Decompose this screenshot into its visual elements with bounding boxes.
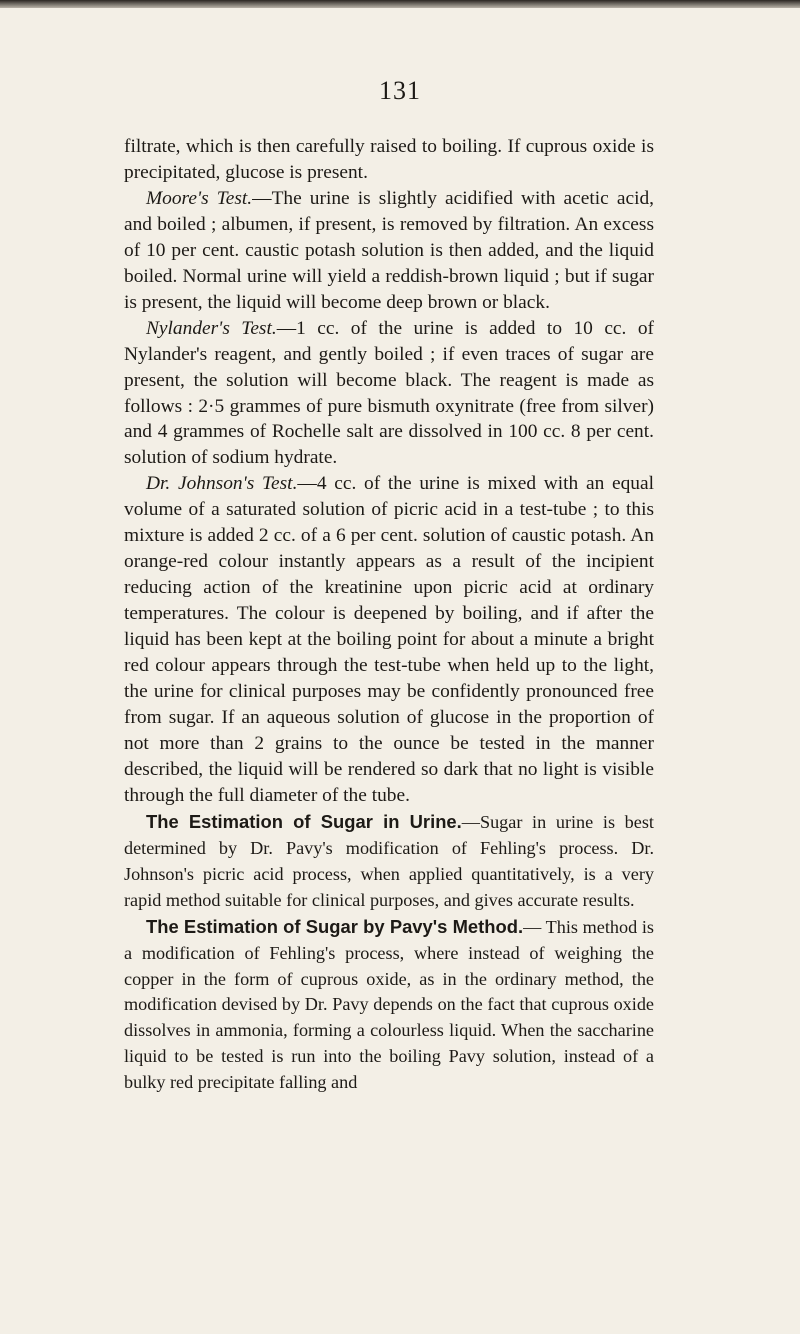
page-top-edge — [0, 0, 800, 8]
paragraph-text: filtrate, which is then carefully raised to boiling. If cuprous oxide is precipitated, glucose is present. — [124, 136, 654, 183]
paragraph-text: —1 cc. of the urine is added to 10 cc. of Nylander's reagent, and gently boiled ; if even traces of sugar are present, the solution will become black. The reagent is made as follows : 2·5 grammes of pure bismuth oxynitrate (free from silver) and 4 grammes of Rochelle salt are dissolved in 100 cc. 8 per cent. solution of sodium hydrate. — [124, 317, 654, 469]
paragraph-lead: Dr. Johnson's Test. — [146, 473, 298, 495]
paragraph-johnsons-test — [124, 471, 654, 808]
paragraph-moores-test — [124, 186, 654, 316]
paragraph-filtrate-continuation — [124, 134, 654, 186]
paragraph-text: —The urine is slightly acidified with acetic acid, and boiled ; albumen, if present, is removed by filtration. An excess of 10 per cent. caustic potash solution is then added, and the liquid boiled. Normal urine will yield a reddish-brown liquid ; but if sugar is present, the liquid will become deep brown or black. — [124, 187, 654, 313]
paragraph-nylanders-test — [124, 316, 654, 472]
paragraph-text: —4 cc. of the urine is mixed with an equal volume of a saturated solution of picric acid in a test-tube ; to this mixture is added 2 cc. of a 6 per cent. solution of caustic potash. An orange-red colour instantly appears as a result of the incipient reducing action of the kreatinine upon picric acid at ordinary temperatures. The colour is deepened by boiling, and if after the liquid has been kept at the boiling point for about a minute a bright red colour appears through the test-tube when held up to the light, the urine for clinical purposes may be confidently pronounced free from sugar. If an aqueous solution of glucose in the proportion of not more than 2 grains to the ounce be tested in the manner described, the liquid will be rendered so dark that no light is visible through the full diameter of the tube. — [124, 473, 654, 806]
paragraph-text: — This method is a modification of Fehling's process, where instead of weighing the copper in the form of cuprous oxide, as in the ordinary method, the modification devised by Dr. Pavy depends on the fact that cuprous oxide dissolves in ammonia, forming a colourless liquid. When the saccharine liquid to be tested is run into the boiling Pavy solution, instead of a bulky red precipitate falling and — [124, 916, 654, 1093]
paragraph-lead: Nylander's Test. — [146, 317, 277, 339]
page-number: 131 — [379, 76, 421, 105]
paragraph-heading: The Estimation of Sugar in Urine. — [146, 810, 462, 832]
paragraph-pavys-method — [124, 914, 654, 1097]
paragraph-estimation-of-sugar — [124, 809, 654, 914]
page-body — [124, 134, 654, 1096]
paragraph-lead: Moore's Test. — [146, 187, 253, 209]
paragraph-text: —Sugar in urine is best determined by Dr. Pavy's modification of Fehling's process. Dr. Johnson's picric acid process, when applied quantitatively, is a very rapid method suitable for clinical purposes, and gives accurate results. — [124, 811, 654, 910]
paragraph-heading: The Estimation of Sugar by Pavy's Method. — [146, 915, 524, 937]
